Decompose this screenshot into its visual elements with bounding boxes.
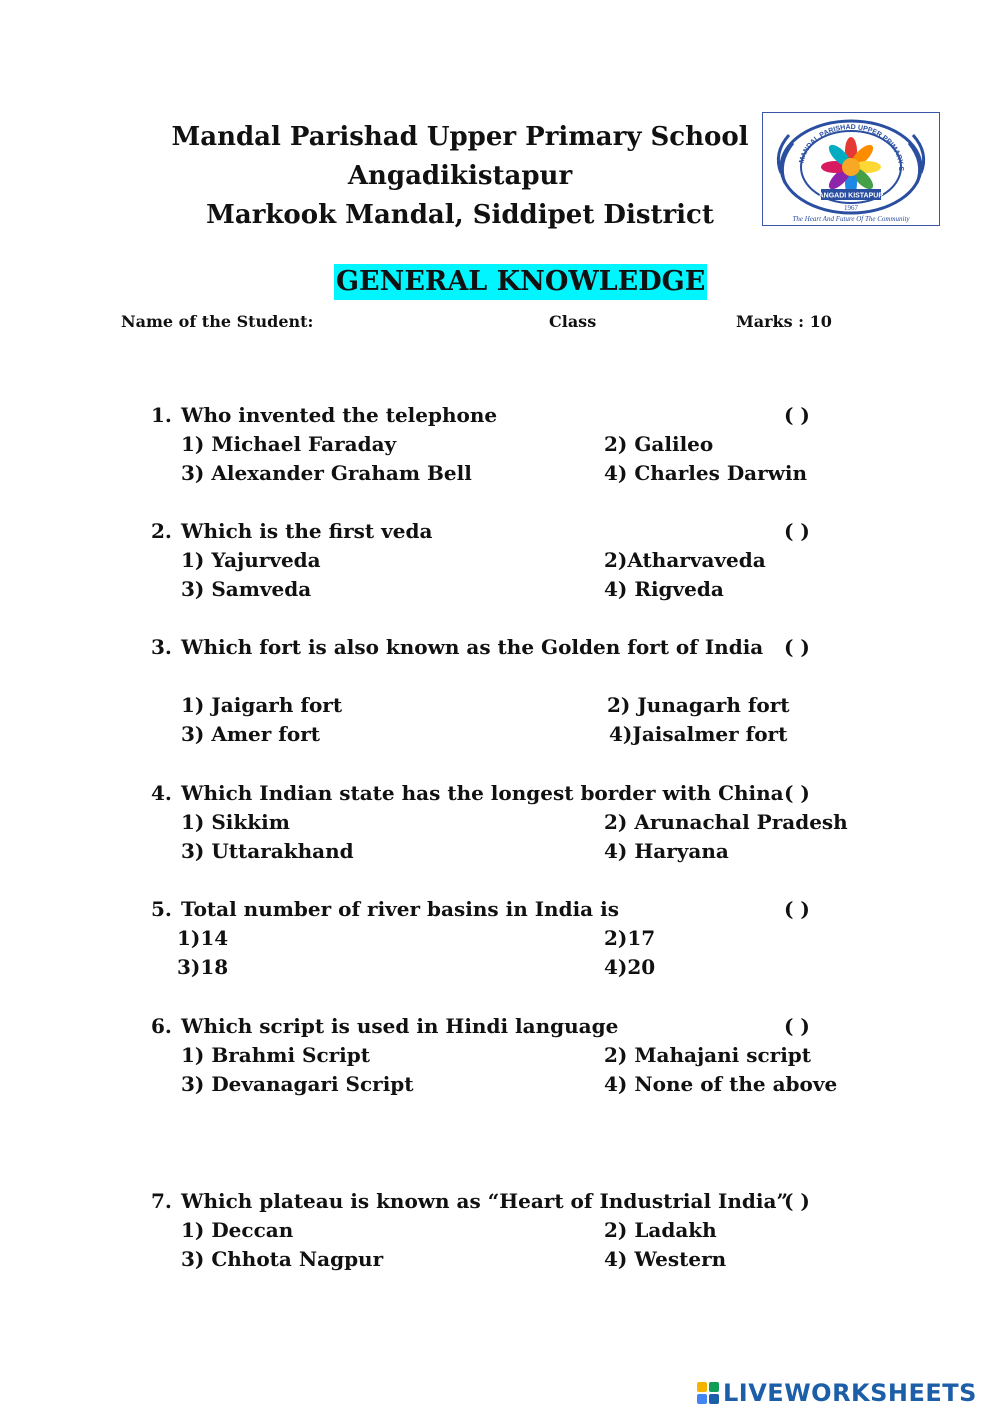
option: 4)Jaisalmer fort	[609, 722, 788, 746]
question-text: Which Indian state has the longest border with China	[181, 781, 784, 805]
option: 2)17	[604, 926, 656, 950]
option: 1) Yajurveda	[181, 548, 321, 572]
answer-box[interactable]: ( )	[784, 781, 810, 805]
option: 4) Charles Darwin	[604, 461, 808, 485]
question-number: 5.	[151, 897, 172, 921]
school-location: Markook Mandal, Siddipet District	[206, 200, 714, 230]
option: 1) Sikkim	[181, 810, 290, 834]
option: 3) Amer fort	[181, 722, 320, 746]
question-number: 1.	[151, 403, 172, 427]
question-number: 7.	[151, 1189, 172, 1213]
worksheet-title: GENERAL KNOWLEDGE	[334, 264, 707, 300]
option: 3) Uttarakhand	[181, 839, 354, 863]
liveworksheets-brand: LIVEWORKSHEETS	[723, 1379, 977, 1407]
option: 4) Western	[604, 1247, 727, 1271]
option: 4)20	[604, 955, 656, 979]
answer-box[interactable]: ( )	[784, 1014, 810, 1038]
answer-box[interactable]: ( )	[784, 1189, 810, 1213]
logo-banner: ANGADI KISTAPUR	[818, 192, 884, 200]
school-logo	[762, 112, 940, 226]
option: 4) Rigveda	[604, 577, 724, 601]
school-village: Angadikistapur	[347, 161, 573, 191]
question-text: Which plateau is known as “Heart of Industrial India”	[181, 1189, 788, 1213]
school-emblem-icon	[763, 113, 939, 225]
option: 3) Devanagari Script	[181, 1072, 414, 1096]
question-number: 3.	[151, 635, 172, 659]
option: 2)Atharvaveda	[604, 548, 766, 572]
answer-box[interactable]: ( )	[784, 403, 810, 427]
option: 1)14	[177, 926, 229, 950]
option: 2) Galileo	[604, 432, 714, 456]
liveworksheets-icon	[697, 1382, 719, 1404]
student-name-label: Name of the Student:	[121, 312, 314, 331]
marks-label: Marks : 10	[736, 312, 832, 331]
option: 3) Chhota Nagpur	[181, 1247, 384, 1271]
question-text: Which is the first veda	[181, 519, 433, 543]
logo-ring-text: MANDAL PARISHAD UPPER PRIMARY S	[798, 123, 905, 172]
question-number: 6.	[151, 1014, 172, 1038]
option: 4) None of the above	[604, 1072, 838, 1096]
class-label: Class	[549, 312, 597, 331]
question-text: Which script is used in Hindi language	[181, 1014, 619, 1038]
option: 2) Ladakh	[604, 1218, 717, 1242]
answer-box[interactable]: ( )	[784, 519, 810, 543]
answer-box[interactable]: ( )	[784, 635, 810, 659]
option: 3)18	[177, 955, 229, 979]
option: 2) Arunachal Pradesh	[604, 810, 848, 834]
question-number: 4.	[151, 781, 172, 805]
option: 3) Alexander Graham Bell	[181, 461, 472, 485]
question-number: 2.	[151, 519, 172, 543]
liveworksheets-logo[interactable]	[697, 1378, 977, 1408]
question-text: Who invented the telephone	[181, 403, 498, 427]
option: 3) Samveda	[181, 577, 312, 601]
answer-box[interactable]: ( )	[784, 897, 810, 921]
option: 2) Junagarh fort	[607, 693, 790, 717]
option: 2) Mahajani script	[604, 1043, 812, 1067]
option: 1) Brahmi Script	[181, 1043, 370, 1067]
question-text: Which fort is also known as the Golden fort of India	[181, 635, 764, 659]
logo-motto: The Heart And Future Of The Community	[792, 215, 910, 223]
school-name: Mandal Parishad Upper Primary School	[171, 122, 749, 152]
option: 1) Michael Faraday	[181, 432, 397, 456]
option: 4) Haryana	[604, 839, 729, 863]
option: 1) Deccan	[181, 1218, 294, 1242]
question-text: Total number of river basins in India is	[181, 897, 619, 921]
option: 1) Jaigarh fort	[181, 693, 343, 717]
logo-year: 1967	[844, 204, 858, 212]
